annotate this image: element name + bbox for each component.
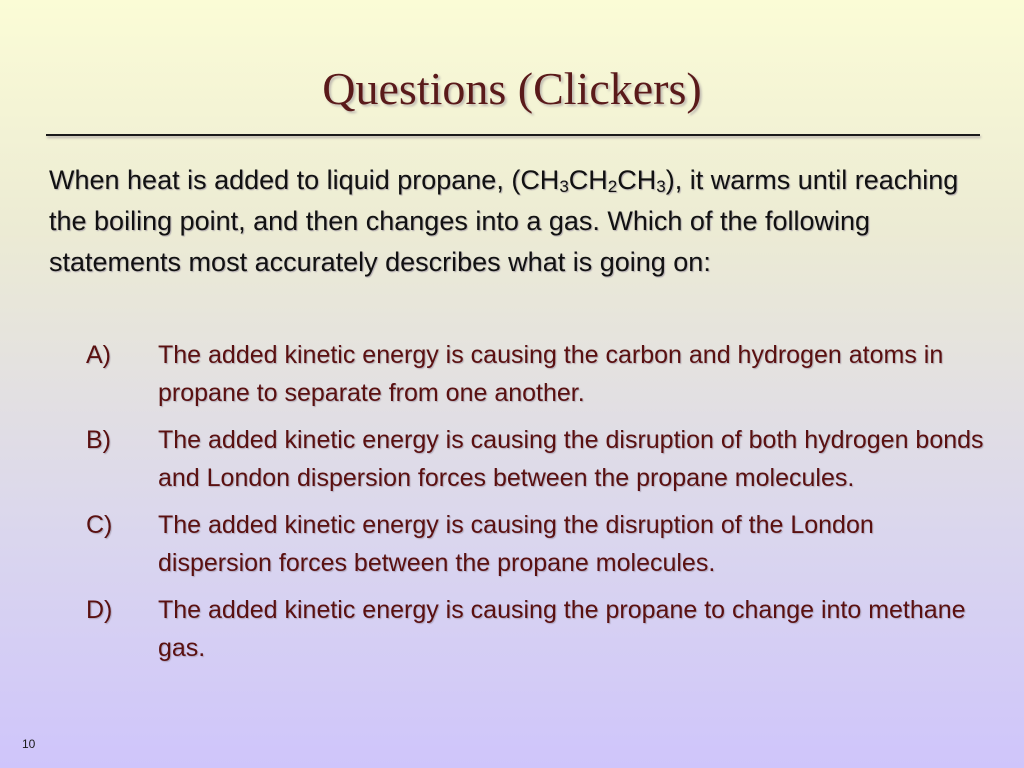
question-part-4: ), it warms until reaching the boiling point, and then changes into a gas. Which of the following statements most accurately describes what is going on: bbox=[49, 165, 959, 277]
option-a bbox=[86, 336, 986, 412]
option-text: The added kinetic energy is causing the carbon and hydrogen atoms in propane to separate from one another. bbox=[158, 341, 944, 407]
subscript-3: 3 bbox=[656, 177, 666, 196]
answer-options bbox=[86, 336, 986, 676]
question-text bbox=[49, 160, 989, 283]
option-c bbox=[86, 506, 986, 582]
option-text: The added kinetic energy is causing the propane to change into methane gas. bbox=[158, 596, 966, 662]
option-letter: B) bbox=[86, 426, 111, 454]
subscript-2: 2 bbox=[607, 177, 618, 196]
option-letter: D) bbox=[86, 596, 113, 624]
title-divider bbox=[46, 134, 980, 136]
question-part-1: When heat is added to liquid propane, (CH bbox=[49, 165, 560, 195]
slide-title: Questions (Clickers) bbox=[322, 63, 702, 114]
option-b bbox=[86, 421, 986, 497]
slide-number: 10 bbox=[22, 737, 36, 751]
question-part-2: CH bbox=[568, 165, 608, 195]
option-d bbox=[86, 591, 986, 667]
subscript-1: 3 bbox=[559, 177, 569, 196]
question-part-3: CH bbox=[617, 165, 657, 195]
option-letter: C) bbox=[86, 511, 113, 539]
option-text: The added kinetic energy is causing the disruption of the London dispersion forces between the propane molecules. bbox=[158, 511, 874, 577]
option-letter: A) bbox=[86, 341, 111, 369]
option-text: The added kinetic energy is causing the disruption of both hydrogen bonds and London dispersion forces between the propane molecules. bbox=[158, 426, 984, 492]
